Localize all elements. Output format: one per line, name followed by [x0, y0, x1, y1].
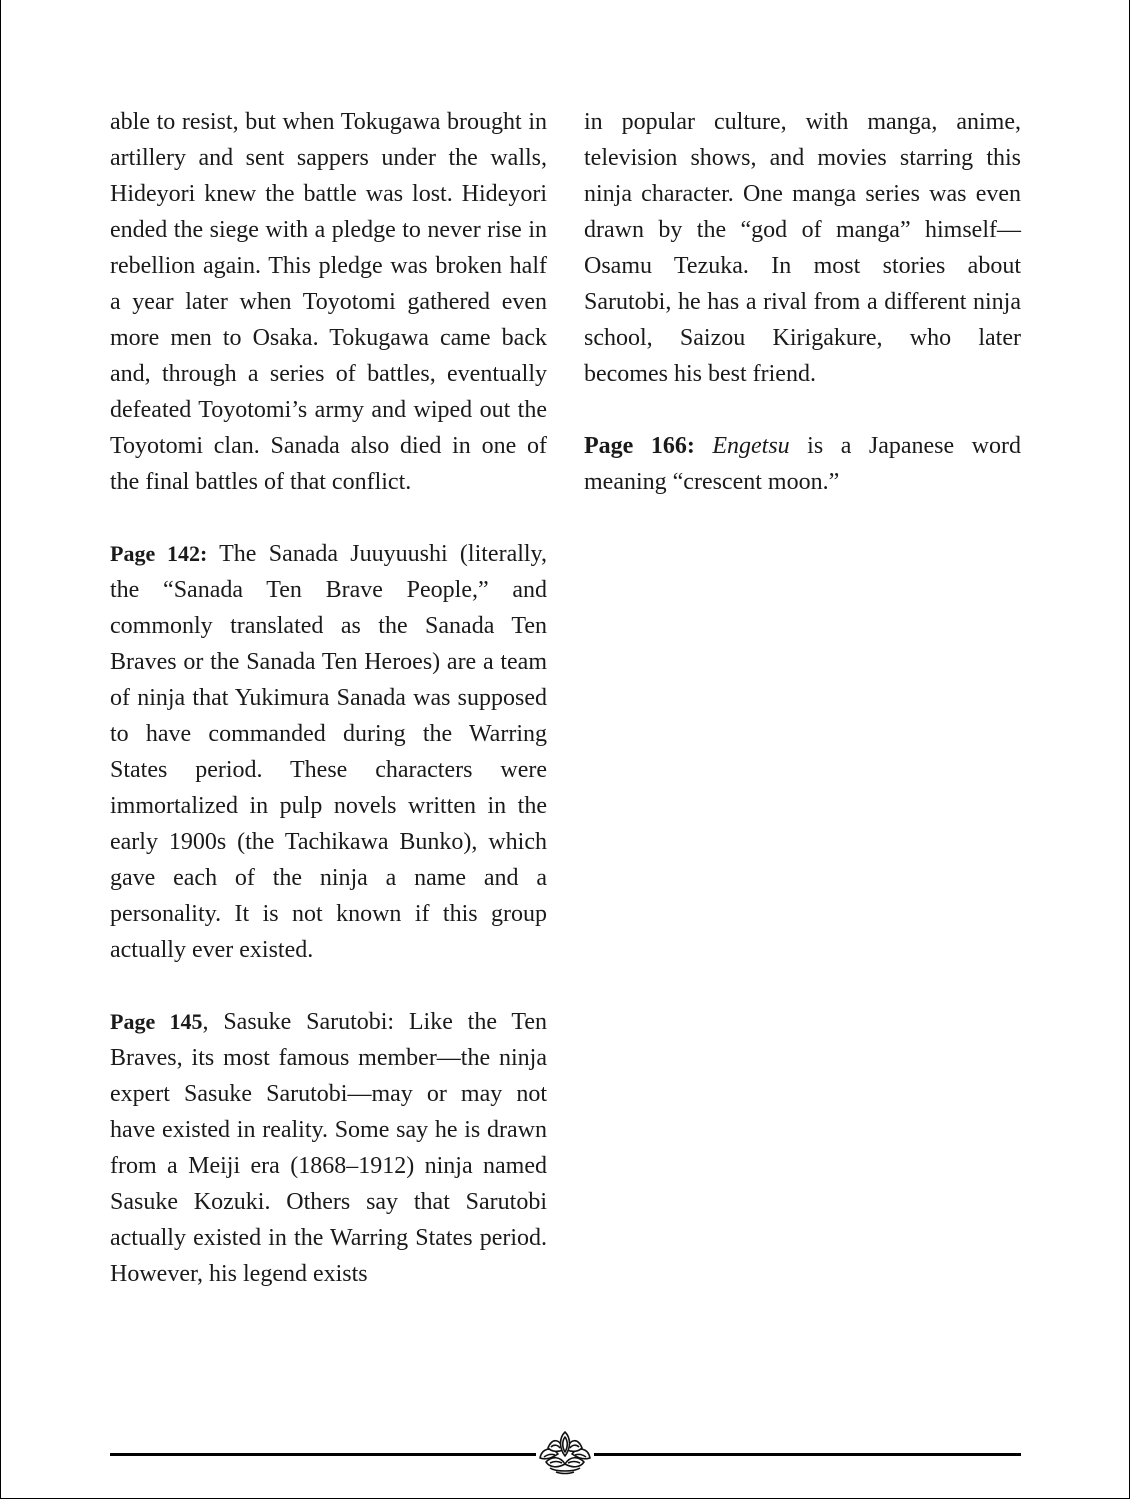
left-column	[110, 104, 547, 1292]
note-text: is a Japanese word meaning “crescent moon.”	[584, 433, 1021, 495]
note-page-142	[110, 536, 547, 968]
note-label: Page 142:	[110, 541, 208, 566]
paragraph-siege: able to resist, but when Tokugawa brought in artillery and sent sappers under the walls, Hideyori knew the battle was lost. Hideyori ended the siege with a pledge to never rise in rebellion again. This pledge was broken half a year later when Toyotomi gathered even more men to Osaka. Tokugawa came back and, through a series of battles, eventually defeated Toyotomi’s army and wiped out the Toyotomi clan. Sanada also died in one of the final battles of that conflict.	[110, 109, 547, 495]
note-label: Page 145	[110, 1009, 203, 1034]
footer-rule-right	[594, 1453, 1021, 1456]
note-page-145	[110, 1004, 547, 1292]
note-text: The Sanada Juuyuushi (literally, the “Sanada Ten Brave People,” and commonly translated as the Sanada Ten Braves or the Sanada Ten Heroes) are a team of ninja that Yukimura Sanada was supposed to have commanded during the Warring States period. These characters were immortalized in pulp novels written in the early 1900s (the Tachikawa Bunko), which gave each of the ninja a name and a personality. It is not known if this group actually ever existed.	[110, 541, 548, 963]
note-term: Engetsu	[712, 433, 790, 459]
lotus-flower-icon	[536, 1428, 594, 1476]
note-text: , Sasuke Sarutobi: Like the Ten Braves, its most famous member—the ninja expert Sasuke Sarutobi—may or may not have existed in reality. Some say he is drawn from a Meiji era (1868–1912) ninja named Sasuke Kozuki. Others say that Sarutobi actually existed in the Warring States period. However, his legend exists	[110, 1009, 548, 1287]
paragraph-sarutobi-legend: in popular culture, with manga, anime, television shows, and movies starring this ninja character. One manga series was even drawn by the “god of manga” himself—Osamu Tezuka. In most stories about Sarutobi, he has a rival from a different ninja school, Saizou Kirigakure, who later becomes his best friend.	[584, 109, 1021, 387]
right-column	[584, 104, 1021, 500]
note-label: Page 166:	[584, 433, 695, 459]
note-page-166	[584, 428, 1021, 500]
footer-rule-left	[110, 1453, 536, 1456]
